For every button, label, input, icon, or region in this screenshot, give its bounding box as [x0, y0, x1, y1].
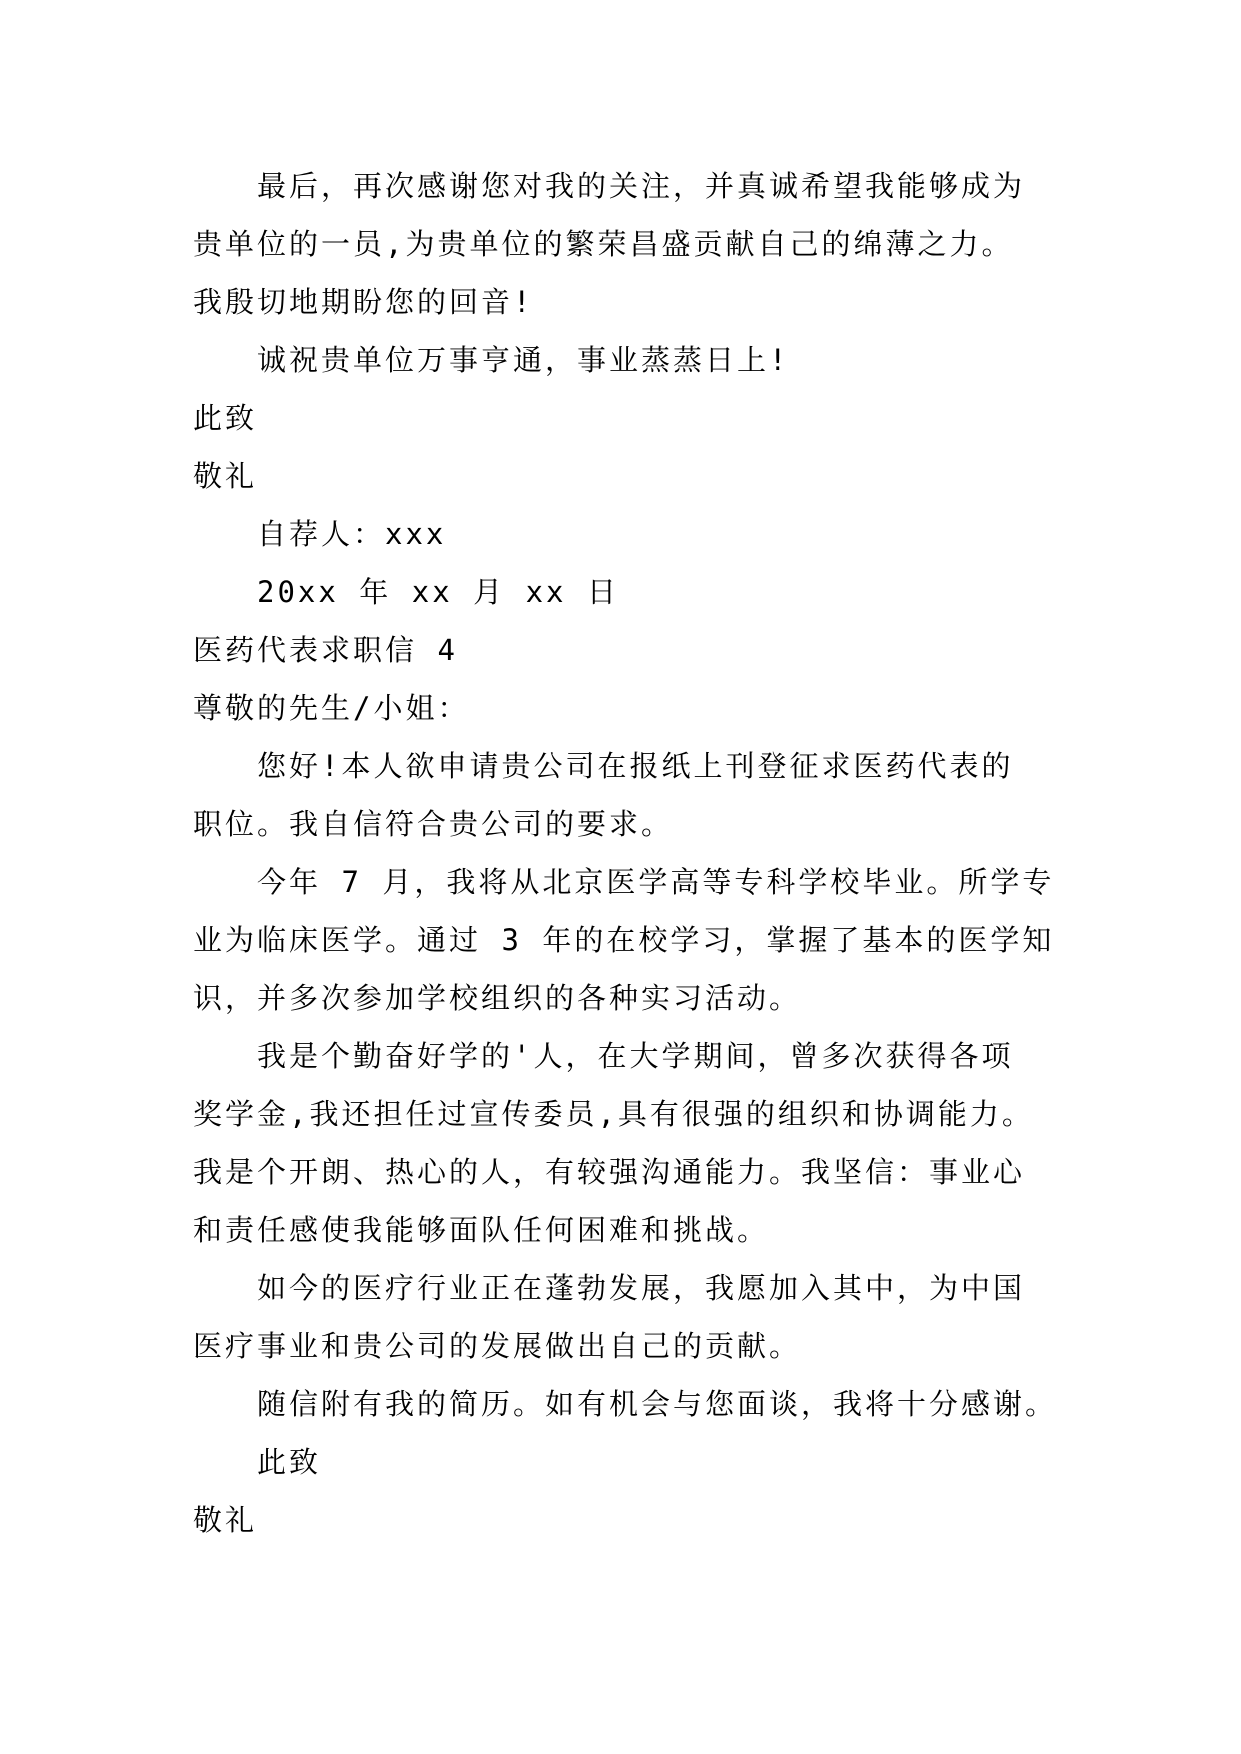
paragraph-line: 随信附有我的简历。如有机会与您面谈，我将十分感谢。 — [257, 1387, 1058, 1421]
date-line: 20xx 年 xx 月 xx 日 — [257, 575, 619, 609]
paragraph-line: 您好!本人欲申请贵公司在报纸上刊登征求医药代表的 — [257, 749, 1014, 783]
paragraph-line: 今年 7 月，我将从北京医学高等专科学校毕业。所学专 — [257, 865, 1055, 899]
paragraph-line: 诚祝贵单位万事亨通，事业蒸蒸日上! — [257, 343, 790, 377]
paragraph-line: 贵单位的一员,为贵单位的繁荣昌盛贡献自己的绵薄之力。 — [193, 227, 1014, 261]
paragraph-line: 我殷切地期盼您的回音! — [193, 285, 534, 319]
greeting-line: 尊敬的先生/小姐： — [193, 691, 470, 725]
paragraph-line: 职位。我自信符合贵公司的要求。 — [193, 807, 674, 841]
salutation-line: 敬礼 — [193, 459, 258, 493]
paragraph-line: 奖学金,我还担任过宣传委员,具有很强的组织和协调能力。 — [193, 1097, 1034, 1131]
closing-line: 此致 — [193, 401, 258, 435]
salutation-line: 敬礼 — [193, 1503, 258, 1537]
closing-line: 此致 — [257, 1445, 322, 1479]
paragraph-line: 业为临床医学。通过 3 年的在校学习，掌握了基本的医学知 — [193, 923, 1055, 957]
paragraph-line: 最后，再次感谢您对我的关注，并真诚希望我能够成为 — [257, 169, 1026, 203]
section-title: 医药代表求职信 4 — [193, 633, 458, 667]
paragraph-line: 我是个勤奋好学的'人，在大学期间，曾多次获得各项 — [257, 1039, 1014, 1073]
paragraph-line: 我是个开朗、热心的人，有较强沟通能力。我坚信：事业心 — [193, 1155, 1026, 1189]
signature-line: 自荐人：xxx — [257, 517, 447, 551]
paragraph-line: 医疗事业和贵公司的发展做出自己的贡献。 — [193, 1329, 802, 1363]
paragraph-line: 如今的医疗行业正在蓬勃发展，我愿加入其中，为中国 — [257, 1271, 1026, 1305]
paragraph-line: 和责任感使我能够面队任何困难和挑战。 — [193, 1213, 770, 1247]
paragraph-line: 识，并多次参加学校组织的各种实习活动。 — [193, 981, 802, 1015]
